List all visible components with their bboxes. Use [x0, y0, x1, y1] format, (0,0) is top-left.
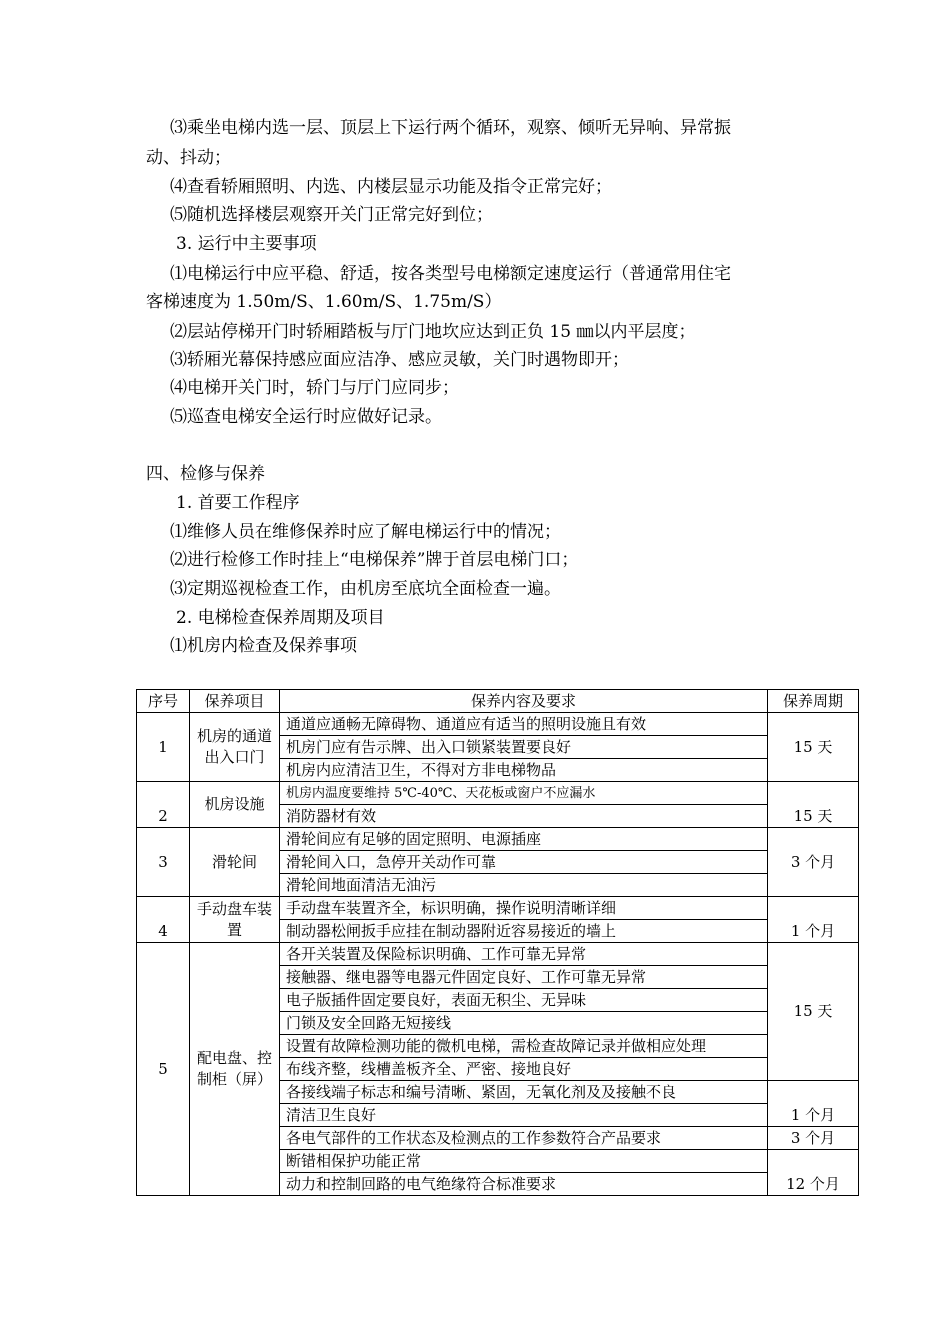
row-no: 5 — [137, 943, 190, 1196]
row-content: 各开关装置及保险标识明确、工作可靠无异常 — [280, 943, 768, 966]
section4-title: 四、检修与保养 — [146, 464, 265, 484]
row-no: 4 — [137, 897, 190, 943]
row-period: 12 个月 — [768, 1150, 859, 1196]
header-content: 保养内容及要求 — [280, 690, 768, 713]
line-run-item4: ⑷电梯开关门时，轿门与厅门应同步； — [170, 378, 459, 398]
row-content: 滑轮间地面清洁无油污 — [280, 874, 768, 897]
row-content: 机房内应清洁卫生，不得对方非电梯物品 — [280, 759, 768, 782]
row-period: 3 个月 — [768, 1127, 859, 1150]
line-s3-item4: ⑷查看轿厢照明、内选、内楼层显示功能及指令正常完好； — [170, 177, 612, 197]
row-content: 断错相保护功能正常 — [280, 1150, 768, 1173]
row-period: 15 天 — [768, 782, 859, 828]
row-content: 机房门应有告示牌、出入口锁紧装置要良好 — [280, 736, 768, 759]
section4-sub1-item3: ⑶定期巡视检查工作，由机房至底坑全面检查一遍。 — [170, 579, 561, 599]
table-row — [137, 943, 859, 966]
row-content: 滑轮间入口，急停开关动作可靠 — [280, 851, 768, 874]
row-item: 配电盘、控制柜（屏） — [190, 943, 280, 1196]
row-content: 设置有故障检测功能的微机电梯，需检查故障记录并做相应处理 — [280, 1035, 768, 1058]
row-content: 电子版插件固定要良好，表面无积尘、无异味 — [280, 989, 768, 1012]
row-content: 机房内温度要维持 5℃-40℃、天花板或窗户不应漏水 — [280, 782, 768, 805]
line-run-item5: ⑸巡查电梯安全运行时应做好记录。 — [170, 407, 442, 427]
line-run-item1-b: 客梯速度为 1.50m/S、1.60m/S、1.75m/S） — [146, 292, 502, 312]
heading-running: 3. 运行中主要事项 — [176, 234, 317, 254]
table-row — [137, 782, 859, 805]
row-item: 机房设施 — [190, 782, 280, 828]
table-row — [137, 713, 859, 736]
row-content: 滑轮间应有足够的固定照明、电源插座 — [280, 828, 768, 851]
row-period: 15 天 — [768, 713, 859, 782]
row-content: 通道应通畅无障碍物、通道应有适当的照明设施且有效 — [280, 713, 768, 736]
section4-sub2-item1: ⑴机房内检查及保养事项 — [170, 636, 357, 656]
header-period: 保养周期 — [768, 690, 859, 713]
header-no: 序号 — [137, 690, 190, 713]
table-header-row — [137, 690, 859, 713]
row-content: 消防器材有效 — [280, 805, 768, 828]
header-item: 保养项目 — [190, 690, 280, 713]
row-item: 手动盘车装置 — [190, 897, 280, 943]
row-content: 各电气部件的工作状态及检测点的工作参数符合产品要求 — [280, 1127, 768, 1150]
row-period: 15 天 — [768, 943, 859, 1081]
section4-sub2: 2. 电梯检查保养周期及项目 — [176, 608, 385, 628]
line-run-item3: ⑶轿厢光幕保持感应面应洁净、感应灵敏，关门时遇物即开； — [170, 350, 629, 370]
maintenance-table — [136, 689, 859, 1196]
row-content: 布线齐整，线槽盖板齐全、严密、接地良好 — [280, 1058, 768, 1081]
section4-sub1-item2: ⑵进行检修工作时挂上“电梯保养”牌于首层电梯门口； — [170, 550, 579, 570]
row-period: 3 个月 — [768, 828, 859, 897]
row-period: 1 个月 — [768, 897, 859, 943]
section4-sub1-item1: ⑴维修人员在维修保养时应了解电梯运行中的情况； — [170, 522, 561, 542]
row-no: 2 — [137, 782, 190, 828]
row-no: 1 — [137, 713, 190, 782]
row-content: 清洁卫生良好 — [280, 1104, 768, 1127]
section4-sub1: 1. 首要工作程序 — [176, 493, 300, 513]
row-item: 滑轮间 — [190, 828, 280, 897]
row-content: 动力和控制回路的电气绝缘符合标准要求 — [280, 1173, 768, 1196]
row-content: 各接线端子标志和编号清晰、紧固，无氧化剂及及接触不良 — [280, 1081, 768, 1104]
line-s3-item3-b: 动、抖动； — [146, 148, 231, 168]
row-no: 3 — [137, 828, 190, 897]
line-s3-item5: ⑸随机选择楼层观察开关门正常完好到位； — [170, 205, 493, 225]
row-content: 制动器松闸扳手应挂在制动器附近容易接近的墙上 — [280, 920, 768, 943]
row-content: 门锁及安全回路无短接线 — [280, 1012, 768, 1035]
row-content: 接触器、继电器等电器元件固定良好、工作可靠无异常 — [280, 966, 768, 989]
row-period: 1 个月 — [768, 1081, 859, 1127]
line-run-item2: ⑵层站停梯开门时轿厢踏板与厅门地坎应达到正负 15 ㎜以内平层度； — [170, 322, 696, 342]
row-item: 机房的通道出入口门 — [190, 713, 280, 782]
line-run-item1-a: ⑴电梯运行中应平稳、舒适，按各类型号电梯额定速度运行（普通常用住宅 — [170, 264, 731, 284]
line-s3-item3-a: ⑶乘坐电梯内选一层、顶层上下运行两个循环，观察、倾听无异响、异常振 — [170, 118, 731, 138]
row-content: 手动盘车装置齐全，标识明确，操作说明清晰详细 — [280, 897, 768, 920]
table-row — [137, 897, 859, 920]
table-row — [137, 828, 859, 851]
